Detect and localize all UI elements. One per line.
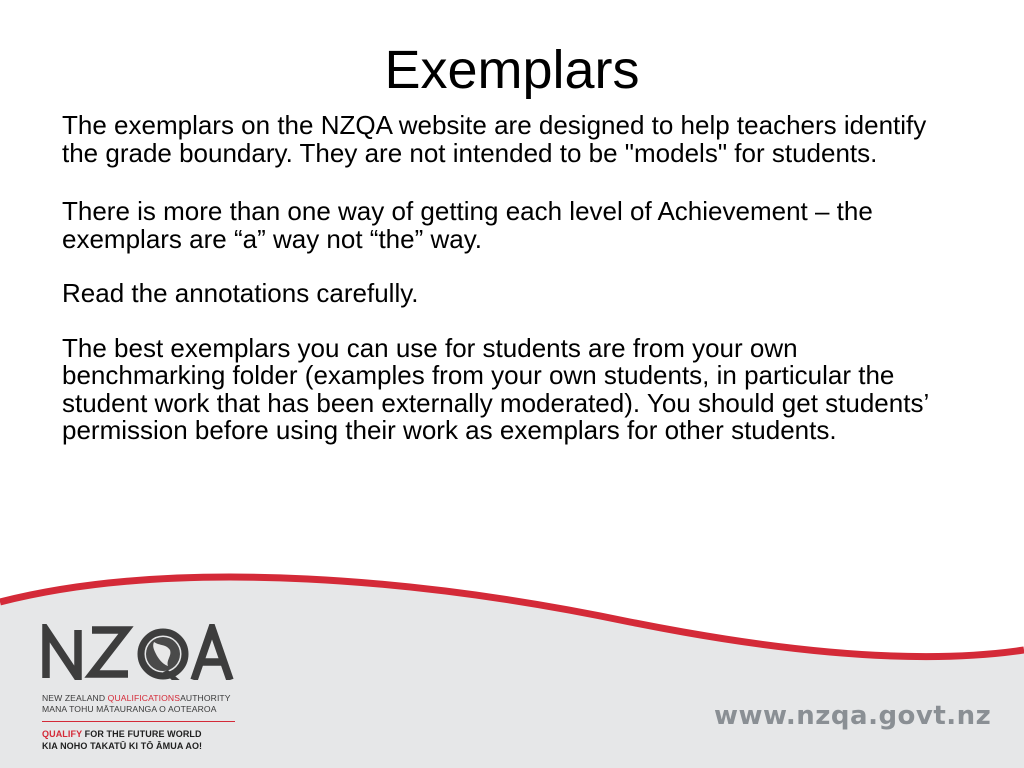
paragraph-achievement-ways: There is more than one way of getting each level of Achievement – the exemplars are “a” way not “the” way. — [62, 196, 873, 254]
paragraph-exemplars-purpose: The exemplars on the NZQA website are designed to help teachers identify the grade boundary. They are not intended to be "models" for students. — [62, 110, 927, 168]
paragraph-read-annotations: Read the annotations carefully. — [62, 278, 419, 308]
logo-line1-suffix: AUTHORITY — [180, 693, 231, 703]
logo-line1-highlight: QUALIFICATIONS — [107, 693, 181, 703]
logo-authority-name — [42, 693, 231, 703]
wordmark-letter-n — [46, 630, 78, 678]
nzqa-logo — [42, 624, 242, 759]
wordmark-letter-z — [92, 630, 128, 674]
logo-line1-prefix: NEW ZEALAND — [42, 693, 108, 703]
wordmark-letter-a — [194, 628, 230, 680]
logo-tagline — [42, 729, 202, 739]
logo-tagline-suffix: FOR THE FUTURE WORLD — [82, 729, 202, 739]
logo-divider — [42, 721, 235, 722]
website-url: www.nzqa.govt.nz — [714, 701, 992, 731]
logo-maori-tagline: KIA NOHO TAKATŪ KI TŌ ĀMUA AO! — [42, 741, 203, 751]
globe-q-icon — [141, 632, 185, 680]
slide-title: Exemplars — [384, 40, 640, 100]
logo-maori-name: MANA TOHU MĀTAURANGA O AOTEAROA — [42, 704, 217, 714]
nzqa-wordmark — [42, 624, 238, 680]
slide-body — [62, 112, 962, 445]
logo-tagline-highlight: QUALIFY — [42, 729, 83, 739]
paragraph-best-exemplars: The best exemplars you can use for students are from your own benchmarking folder (examples from your own students, in particular the student work that has been externally moderated). You should get students’ permission before using their work as exemplars for other students. — [62, 332, 929, 445]
